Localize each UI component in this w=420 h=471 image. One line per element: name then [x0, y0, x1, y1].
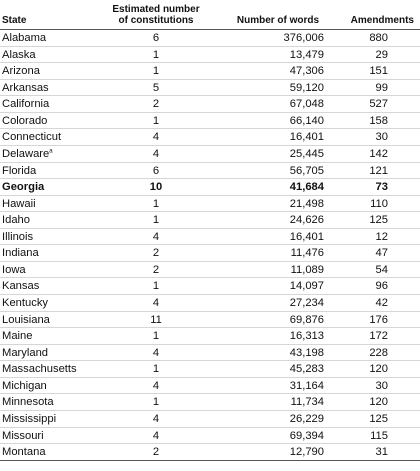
estimated-constitutions: 2 [152, 263, 160, 276]
state-name-text: Hawaii [2, 197, 36, 210]
estimated-constitutions: 4 [152, 230, 160, 243]
table-row [0, 96, 420, 113]
number-of-words: 41,684 [289, 181, 324, 194]
table-row [0, 378, 420, 395]
number-of-words: 56,705 [289, 164, 324, 177]
amendments: 73 [375, 181, 388, 194]
state-name [2, 428, 44, 445]
state-name-text: Missouri [2, 429, 44, 442]
table-row [0, 328, 420, 345]
header-number-of-words: Number of words [236, 15, 320, 26]
number-of-words: 16,401 [289, 230, 324, 243]
table-row [0, 361, 420, 378]
amendments: 120 [369, 363, 388, 376]
estimated-constitutions: 1 [152, 396, 160, 409]
header-estimated-line2: of constitutions [118, 15, 194, 26]
estimated-constitutions: 4 [152, 412, 160, 425]
state-name-text: Alaska [2, 48, 36, 61]
number-of-words: 59,120 [289, 81, 324, 94]
table-row [0, 345, 420, 362]
state-name-text: Illinois [2, 230, 34, 243]
state-name-text: Massachusetts [2, 363, 77, 376]
table-row [0, 80, 420, 97]
state-name [2, 378, 47, 395]
header-state: State [2, 15, 27, 26]
state-name-text: Alabama [2, 32, 47, 44]
amendments: 125 [369, 214, 388, 227]
table-row [0, 179, 420, 196]
state-name-text: Iowa [2, 263, 26, 276]
estimated-constitutions: 4 [152, 131, 160, 144]
amendments: 527 [369, 98, 388, 111]
state-name [2, 328, 32, 345]
table-row [0, 196, 420, 213]
number-of-words: 66,140 [289, 114, 324, 127]
number-of-words: 26,229 [289, 412, 324, 425]
estimated-constitutions: 4 [152, 429, 160, 442]
estimated-constitutions: 4 [152, 379, 160, 392]
estimated-constitutions: 10 [149, 181, 163, 194]
amendments: 880 [369, 32, 388, 44]
number-of-words: 11,734 [290, 396, 324, 409]
table-row [0, 262, 420, 279]
state-name-text: Michigan [2, 379, 47, 392]
state-name [2, 196, 36, 213]
state-name [2, 63, 40, 80]
table-row [0, 163, 420, 180]
state-name-text: California [2, 98, 50, 111]
state-name [2, 129, 61, 146]
state-name-text: Connecticut [2, 131, 62, 144]
estimated-constitutions: 1 [152, 214, 160, 227]
table-row [0, 295, 420, 312]
amendments: 12 [375, 230, 388, 243]
state-name-text: Arizona [2, 65, 40, 78]
number-of-words: 67,048 [289, 98, 324, 111]
amendments: 47 [375, 247, 388, 260]
table-row [0, 278, 420, 295]
estimated-constitutions: 2 [152, 98, 160, 111]
table-row [0, 312, 420, 329]
state-name [2, 312, 50, 329]
header-estimated-line1: Estimated number [112, 4, 200, 15]
state-name [2, 394, 54, 411]
state-name-text: Louisiana [2, 313, 50, 326]
state-name-text: Georgia [2, 181, 45, 194]
state-name-text: Maine [2, 330, 33, 343]
number-of-words: 16,313 [289, 330, 324, 343]
estimated-constitutions: 1 [152, 330, 160, 343]
state-name-text: Minnesota [2, 396, 54, 409]
number-of-words: 376,006 [283, 32, 324, 44]
estimated-constitutions: 1 [152, 363, 160, 376]
estimated-constitutions: 1 [152, 114, 160, 127]
state-name [2, 444, 46, 461]
state-name [2, 262, 26, 279]
table-row [0, 444, 420, 461]
estimated-constitutions: 1 [152, 65, 160, 78]
table-row [0, 146, 420, 163]
number-of-words: 47,306 [289, 65, 324, 78]
state-name [2, 113, 47, 130]
amendments: 176 [369, 313, 388, 326]
estimated-constitutions: 4 [152, 297, 160, 309]
table-row [0, 113, 420, 130]
number-of-words: 27,234 [289, 297, 324, 309]
table-row [0, 394, 420, 411]
table-row [0, 428, 420, 445]
amendments: 151 [369, 65, 388, 78]
state-name [2, 361, 77, 378]
state-name-text: Maryland [2, 346, 49, 359]
table-row [0, 30, 420, 47]
estimated-constitutions: 1 [152, 280, 160, 293]
state-name-text: Kansas [2, 280, 40, 293]
state-name [2, 295, 48, 312]
number-of-words: 11,089 [290, 263, 324, 276]
amendments: 158 [369, 114, 388, 127]
amendments: 115 [370, 429, 388, 442]
amendments: 172 [369, 330, 388, 343]
table-row [0, 212, 420, 229]
number-of-words: 11,476 [290, 247, 324, 260]
table-row [0, 411, 420, 428]
estimated-constitutions: 5 [152, 81, 160, 94]
number-of-words: 69,876 [289, 313, 324, 326]
amendments: 29 [375, 48, 388, 61]
estimated-constitutions: 6 [152, 164, 160, 177]
state-name [2, 163, 36, 180]
table-header [0, 0, 420, 30]
state-name-text: Colorado [2, 114, 48, 127]
amendments: 120 [369, 396, 388, 409]
state-name-text: Kentucky [2, 297, 49, 309]
header-amendments: Amendments [350, 15, 414, 26]
table-row [0, 47, 420, 64]
amendments: 30 [375, 131, 388, 144]
number-of-words: 24,626 [289, 214, 324, 227]
amendments: 30 [375, 379, 388, 392]
state-name-text: Idaho [2, 214, 30, 227]
amendments: 54 [375, 263, 388, 276]
state-name [2, 96, 49, 113]
amendments: 99 [375, 81, 388, 94]
state-name-text: Arkansas [2, 81, 49, 94]
state-name-text: Indiana [2, 247, 39, 260]
state-name-text: Florida [2, 164, 37, 177]
state-name [2, 278, 39, 295]
number-of-words: 14,097 [289, 280, 324, 293]
header-estimated-constitutions [106, 4, 206, 26]
state-name-text: Montana [2, 446, 46, 459]
amendments: 121 [369, 164, 388, 177]
number-of-words: 43,198 [289, 346, 324, 359]
number-of-words: 12,790 [289, 446, 324, 459]
table-row [0, 63, 420, 80]
estimated-constitutions: 4 [152, 147, 160, 160]
table-body [0, 30, 420, 461]
state-name [2, 146, 53, 163]
amendments: 31 [375, 446, 388, 459]
estimated-constitutions: 11 [150, 313, 162, 326]
number-of-words: 45,283 [289, 363, 324, 376]
estimated-constitutions: 1 [152, 48, 160, 61]
state-name-text: Mississippi [2, 412, 57, 425]
state-name [2, 47, 36, 64]
amendments: 42 [375, 297, 388, 309]
number-of-words: 69,394 [289, 429, 324, 442]
estimated-constitutions: 2 [152, 247, 160, 260]
number-of-words: 13,479 [289, 48, 324, 61]
amendments: 142 [369, 147, 388, 160]
table-row [0, 129, 420, 146]
state-name [2, 179, 44, 196]
state-name [2, 411, 56, 428]
number-of-words: 16,401 [289, 131, 324, 144]
amendments: 125 [369, 412, 388, 425]
state-name [2, 245, 39, 262]
state-name [2, 80, 49, 97]
amendments: 96 [375, 280, 388, 293]
estimated-constitutions: 1 [152, 197, 160, 210]
footnote-marker: a [49, 148, 53, 155]
estimated-constitutions: 4 [152, 346, 160, 359]
state-name-text: Delaware [2, 147, 50, 160]
table-row [0, 229, 420, 246]
state-name [2, 30, 46, 47]
number-of-words: 21,498 [289, 197, 324, 210]
estimated-constitutions: 6 [152, 32, 160, 44]
estimated-constitutions: 2 [152, 446, 160, 459]
number-of-words: 25,445 [289, 147, 324, 160]
state-name [2, 345, 48, 362]
table-row [0, 245, 420, 262]
amendments: 228 [369, 346, 388, 359]
number-of-words: 31,164 [289, 379, 324, 392]
state-name [2, 212, 30, 229]
amendments: 110 [370, 197, 388, 210]
state-name [2, 229, 33, 246]
